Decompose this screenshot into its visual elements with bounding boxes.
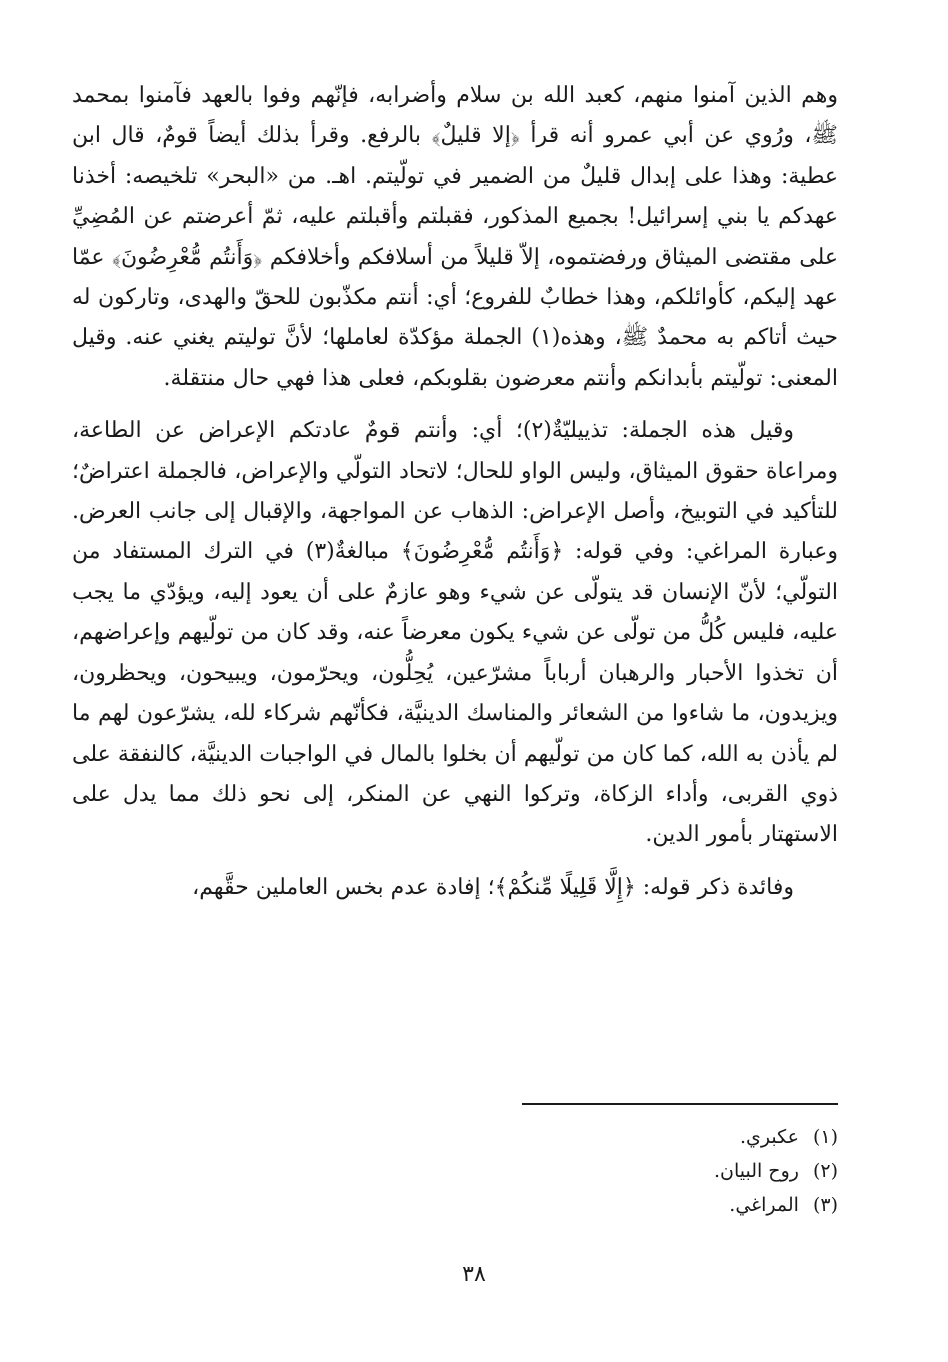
footnote-text: عكبري. xyxy=(739,1126,799,1148)
footnote-text: روح البيان. xyxy=(713,1160,799,1182)
footnote-number: (١) xyxy=(812,1126,838,1148)
footnote-number: (٢) xyxy=(812,1160,838,1182)
footnote-number: (٣) xyxy=(812,1194,838,1216)
footnote-2 xyxy=(358,1154,838,1188)
main-text xyxy=(72,76,838,908)
footnotes xyxy=(358,1120,838,1222)
paragraph-3: وفائدة ذكر قوله: ﴿إِلَّا قَلِيلًا مِّنكُمْ﴾؛ إفادة عدم بخس العاملين حقَّهم، xyxy=(192,874,794,900)
page-number: ٣٨ xyxy=(462,1262,486,1287)
footnote-3 xyxy=(358,1188,838,1222)
paragraph-2: وقيل هذه الجملة: تذييليّةٌ(٢)؛ أي: وأنتم قومٌ عادتكم الإعراض عن الطاعة، ومراعاة حقوق الميثاق، وليس الواو للحال؛ لاتحاد التولّي والإعراض، فالجملة اعتراضٌ؛ للتأكيد في التوبيخ، وأصل الإعراض: الذهاب عن المواجهة، والإقبال إلى جانب العرض. وعبارة المراغي: وفي قوله: ﴿وَأَنتُم مُّعْرِضُونَ﴾ مبالغةٌ(٣) في الترك المستفاد من التولّي؛ لأنّ الإنسان قد يتولّى عن شيء وهو عازمٌ على أن يعود إليه، ويؤدّي ما يجب عليه، فليس كُلُّ من تولّى عن شيء يكون معرضاً عنه، وقد كان من تولّيهم وإعراضهم، أن تخذوا الأحبار والرهبان أرباباً مشرّعين، يُحِلُّون، ويحرّمون، ويبيحون، ويحظرون، ويزيدون، ما شاءوا من الشعائر والمناسك الدينيَّة، فكأنّهم شركاء لله، يشرّعون لهم ما لم يأذن به الله، كما كان من تولّيهم أن بخلوا بالمال في الواجبات الدينيَّة، كالنفقة على ذوي القربى، وأداء الزكاة، وتركوا النهي عن المنكر، إلى نحو ذلك مما يدل على الاستهتار بأمور الدين. xyxy=(72,418,838,848)
paragraph-1: وهم الذين آمنوا منهم، كعبد الله بن سلام وأضرابه، فإنّهم وفوا بالعهد فآمنوا بمحمد ﷺ، ورُوي عن أبي عمرو أنه قرأ ﴿إلا قليلٌ﴾ بالرفع. وقرأ بذلك أيضاً قومٌ، قال ابن عطية: وهذا على إبدال قليلٌ من الضمير في تولّيتم. اهـ. من «البحر» تلخيصه: أخذنا عهدكم يا بني إسرائيل! بجميع المذكور، فقبلتم وأقبلتم عليه، ثمّ أعرضتم عن المُضِيِّ على مقتضى الميثاق ورفضتموه، إلاّ قليلاً من أسلافكم وأخلافكم ﴿وَأَنتُم مُّعْرِضُونَ﴾ عمّا عهد إليكم، كأوائلكم، وهذا خطابٌ للفروع؛ أي: أنتم مكذّبون للحقّ والهدى، وتاركون له حيث أتاكم به محمدٌ ﷺ، وهذه(١) الجملة مؤكدّة لعاملها؛ لأنَّ توليتم يغني عنه. وقيل المعنى: تولّيتم بأبدانكم وأنتم معرضون بقلوبكم، فعلى هذا فهي حال منتقلة. xyxy=(72,83,839,391)
footnote-text: المراغي. xyxy=(729,1194,799,1216)
footnote-1 xyxy=(358,1120,838,1154)
footnote-separator xyxy=(522,1103,838,1105)
